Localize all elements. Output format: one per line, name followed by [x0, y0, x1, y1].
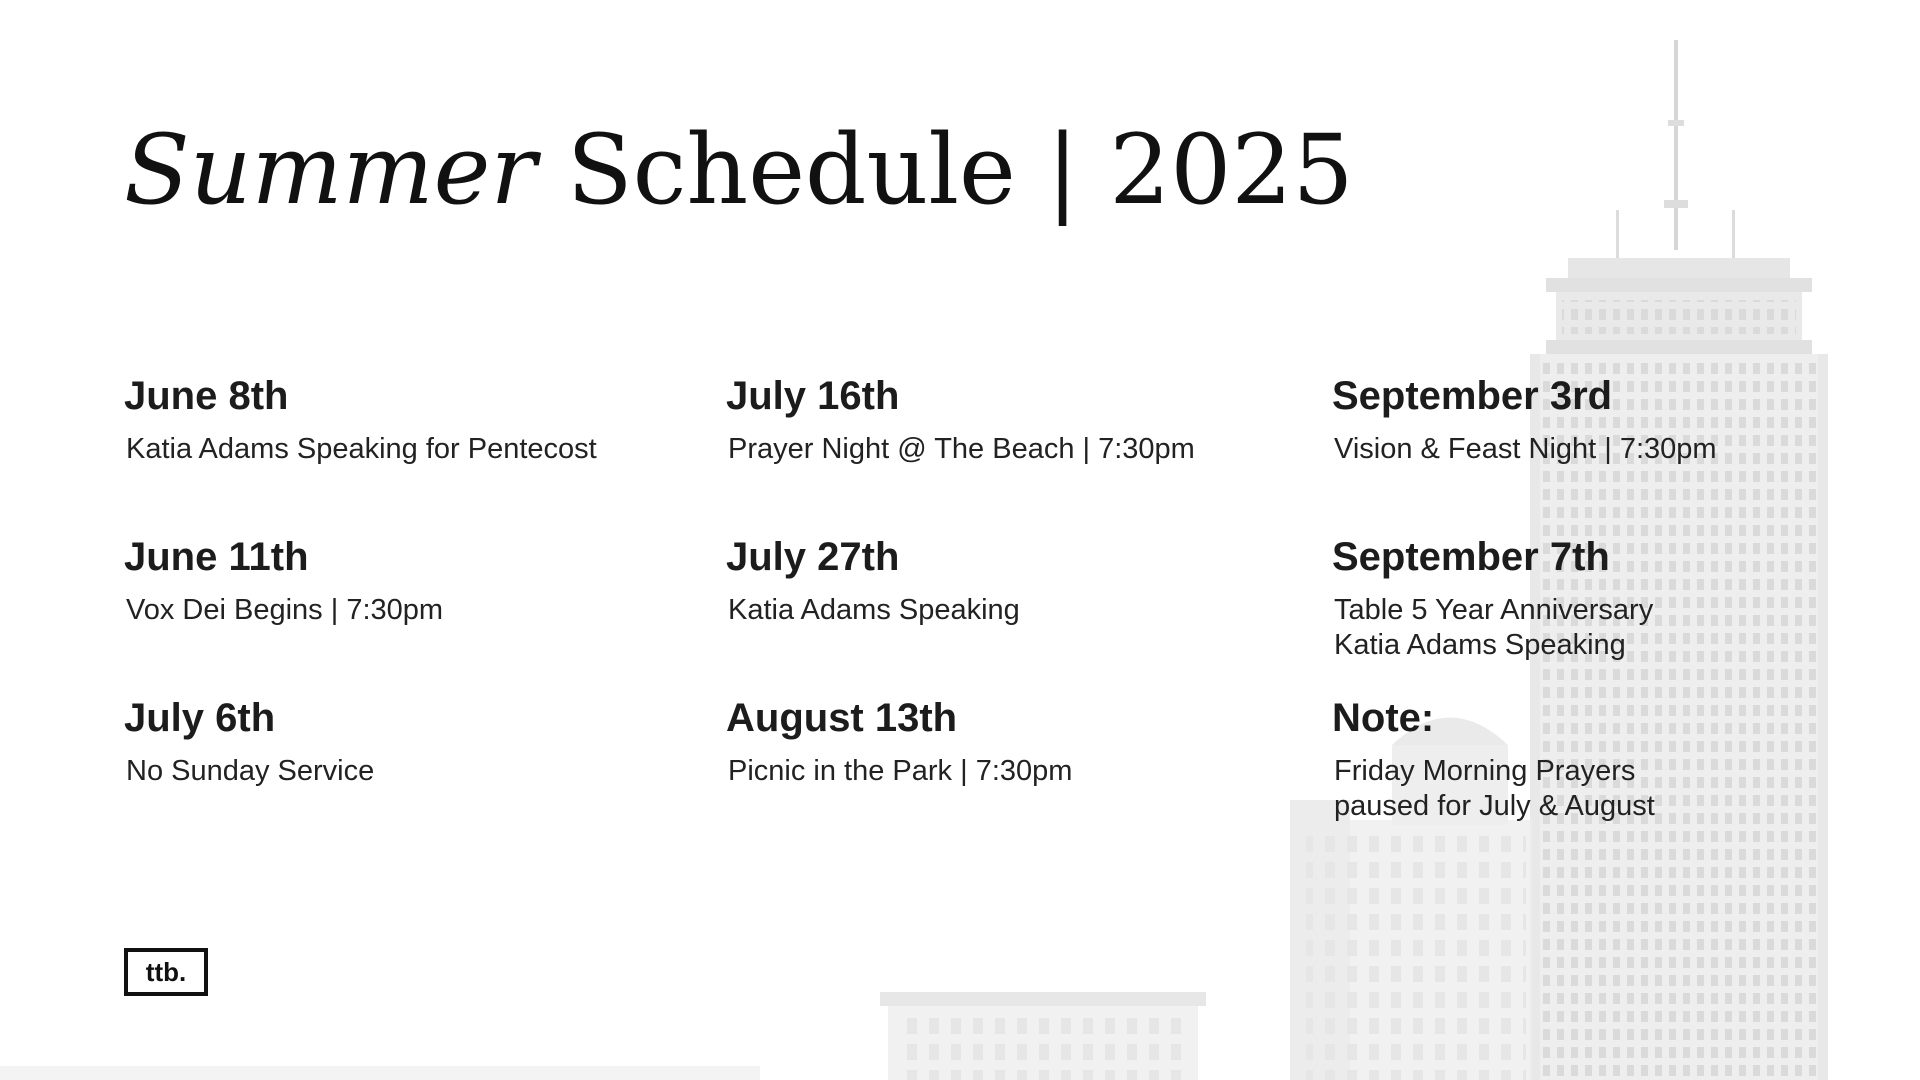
event-description: Vox Dei Begins | 7:30pm: [126, 594, 444, 626]
event-july-27: [726, 531, 1020, 628]
page-title: [124, 114, 1354, 226]
note: [1332, 692, 1655, 824]
note-heading: Note:: [1332, 696, 1435, 740]
event-date: August 13th: [726, 696, 958, 740]
low-building-illustration: [880, 992, 1206, 1080]
title-rest: Schedule | 2025: [536, 114, 1354, 226]
event-date: July 6th: [124, 696, 276, 740]
event-description: Picnic in the Park | 7:30pm: [728, 755, 1073, 787]
event-july-6: [124, 692, 374, 789]
event-date: September 7th: [1332, 535, 1610, 579]
event-description: Katia Adams Speaking for Pentecost: [126, 433, 597, 465]
ttb-logo: ttb.: [124, 948, 208, 996]
event-description: Katia Adams Speaking: [728, 594, 1020, 626]
event-description: Vision & Feast Night | 7:30pm: [1334, 433, 1717, 465]
event-september-3: [1332, 370, 1717, 467]
event-date: July 27th: [726, 535, 900, 579]
event-date: September 3rd: [1332, 374, 1613, 418]
event-description-line-2: Katia Adams Speaking: [1334, 629, 1626, 661]
event-june-11: [124, 531, 443, 628]
title-italic-word: Summer: [124, 114, 537, 226]
event-date: July 16th: [726, 374, 900, 418]
event-august-13: [726, 692, 1072, 789]
event-description: Prayer Night @ The Beach | 7:30pm: [728, 433, 1195, 465]
note-line-2: paused for July & August: [1334, 790, 1655, 822]
event-description: No Sunday Service: [126, 755, 375, 787]
note-line-1: Friday Morning Prayers: [1334, 755, 1636, 787]
event-june-8: [124, 370, 597, 467]
event-date: June 11th: [124, 535, 309, 579]
event-september-7: [1332, 531, 1653, 663]
event-description-line-1: Table 5 Year Anniversary: [1334, 594, 1654, 626]
event-date: June 8th: [124, 374, 289, 418]
event-july-16: [726, 370, 1195, 467]
